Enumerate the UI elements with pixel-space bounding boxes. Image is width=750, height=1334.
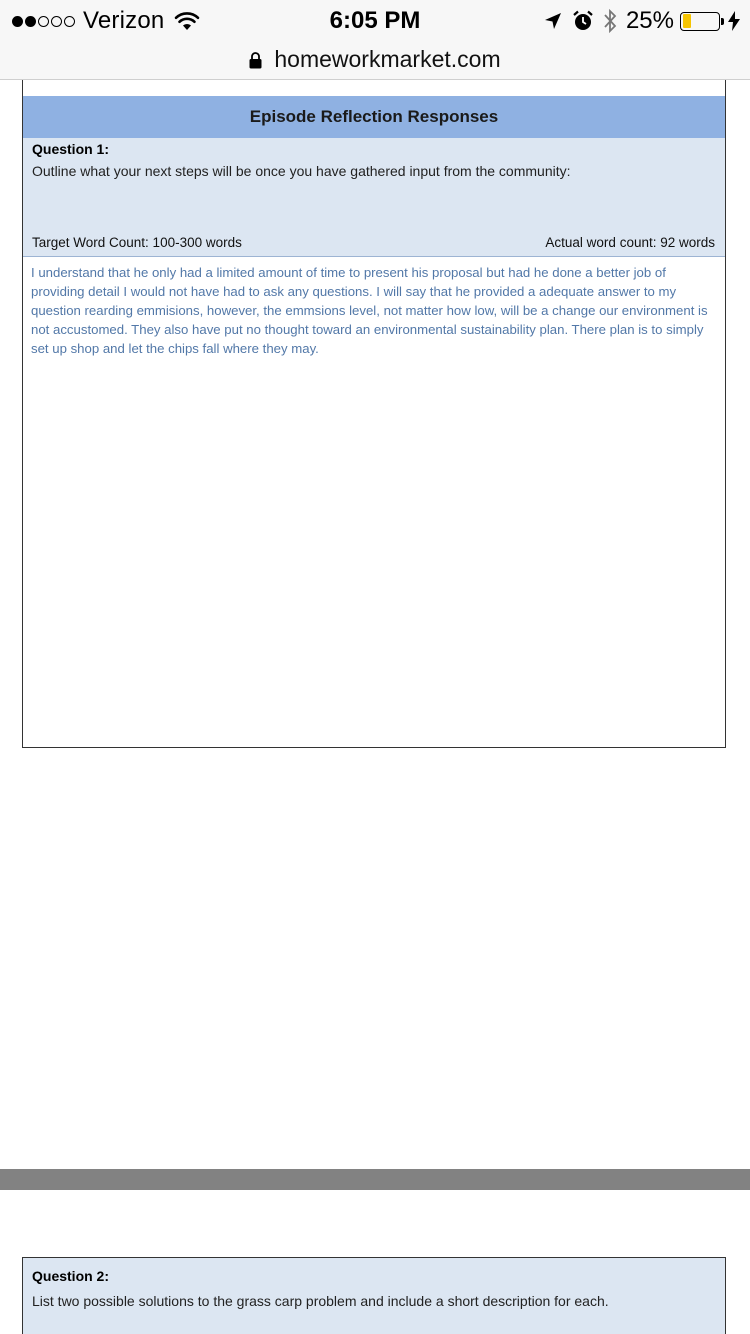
lock-icon — [249, 51, 262, 69]
url-text[interactable]: homeworkmarket.com — [274, 46, 501, 72]
carrier-name: Verizon — [83, 7, 165, 34]
question-2-prompt: List two possible solutions to the grass carp problem and include a short description for each. — [32, 1293, 609, 1309]
reflection-panel — [22, 80, 726, 748]
charging-bolt-icon — [728, 11, 740, 31]
target-word-count: Target Word Count: 100-300 words — [32, 235, 242, 250]
location-arrow-icon — [544, 12, 562, 30]
status-bar — [0, 0, 750, 40]
bluetooth-icon — [602, 8, 618, 34]
question-1-title: Question 1: — [32, 141, 110, 157]
question-1-block — [23, 138, 725, 256]
question-1-prompt: Outline what your next steps will be once you have gathered input from the community: — [32, 163, 571, 179]
battery-percent: 25% — [625, 7, 674, 34]
question-2-block — [22, 1257, 726, 1334]
answer-top-rule — [23, 256, 725, 257]
page-divider — [0, 1169, 750, 1190]
address-bar[interactable] — [0, 40, 750, 80]
status-bar-right — [544, 6, 740, 36]
battery-level — [683, 14, 692, 28]
battery-icon — [680, 12, 720, 31]
word-count-row — [32, 235, 715, 250]
clock-time: 6:05 PM — [329, 7, 421, 34]
alarm-clock-icon — [572, 10, 594, 32]
actual-word-count: Actual word count: 92 words — [545, 235, 715, 250]
question-2-title: Question 2: — [32, 1268, 110, 1284]
question-1-answer[interactable]: I understand that he only had a limited amount of time to present his proposal but had he done a better job of providing detail I would not have had to ask any questions. I will say that he provided a adequate answer to my question rearding emmisions, however, the emmsions level, not matter how low, will be a change our environment is not accustomed. They also have put no thought toward an environmental sustainability plan. There plan is to simply set up shop and let the chips fall where they may. — [31, 265, 708, 356]
panel-header: Episode Reflection Responses — [23, 96, 725, 138]
battery-nub — [721, 18, 724, 25]
